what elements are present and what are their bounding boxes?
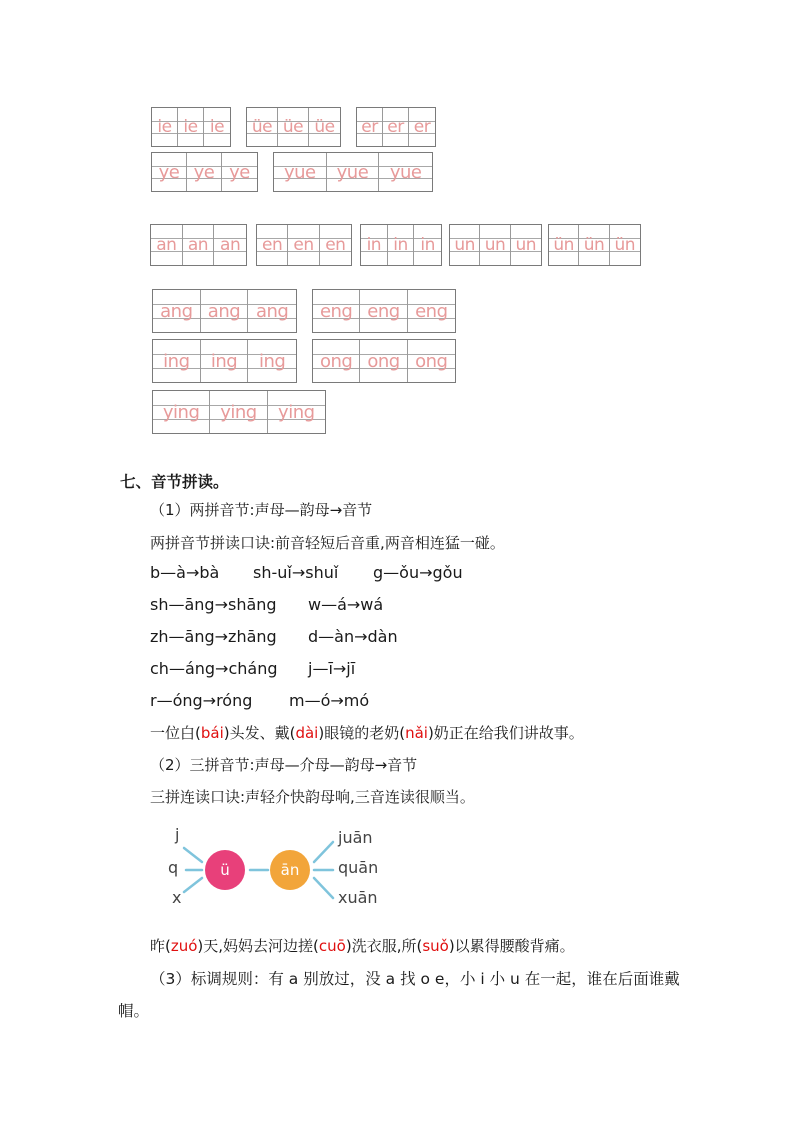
grid-text: er bbox=[361, 117, 378, 137]
sentence-text: )奶正在给我们讲故事。 bbox=[427, 724, 584, 742]
sentence-text: 一位白( bbox=[150, 724, 201, 742]
pinyin-annotation: bái bbox=[200, 724, 224, 742]
grid-text: er bbox=[413, 117, 431, 137]
part1-title: （1）两拼音节:声母—韵母→音节 bbox=[150, 501, 373, 519]
part3-rule: （3）标调规则：有 a 别放过，没 a 找 o e，小 i 小 u 在一起，谁在后面谁戴 bbox=[150, 970, 680, 988]
grid-text: ong bbox=[367, 350, 400, 372]
pinyin-pair: m—ó→mó bbox=[289, 691, 370, 710]
writing-grid-ang bbox=[152, 289, 297, 333]
grid-text: ing bbox=[210, 350, 238, 372]
grid-text: yue bbox=[389, 161, 422, 183]
pinyin-annotation: suǒ bbox=[422, 937, 449, 955]
writing-grid-an bbox=[150, 224, 247, 266]
sentence-text: )天,妈妈去河边搓( bbox=[197, 937, 319, 955]
grid-text: yue bbox=[336, 161, 369, 183]
writing-grid-un bbox=[449, 224, 542, 266]
grid-text: ang bbox=[160, 300, 193, 322]
writing-grid-eng bbox=[312, 289, 456, 333]
part1-rule: 两拼音节拼读口诀:前音轻短后音重,两音相连猛一碰。 bbox=[150, 534, 505, 552]
pinyin-annotation: dài bbox=[295, 724, 319, 742]
initial-letter: j bbox=[175, 825, 180, 844]
part2-rule: 三拼连读口诀:声轻介快韵母响,三音连读很顺当。 bbox=[150, 788, 475, 806]
writing-grid-yue bbox=[273, 152, 433, 192]
pinyin-pair: b—à→bà bbox=[150, 563, 220, 582]
pinyin-annotation: cuō bbox=[318, 937, 346, 955]
grid-text: an bbox=[220, 235, 241, 255]
grid-text: ang bbox=[207, 300, 241, 322]
pinyin-pair: r—óng→róng bbox=[150, 691, 253, 710]
grid-text: ie bbox=[157, 117, 172, 137]
pinyin-pair: j—ī→jī bbox=[308, 659, 356, 678]
writing-grid-ong bbox=[312, 339, 456, 383]
grid-text: üe bbox=[282, 117, 304, 137]
grid-text: in bbox=[366, 235, 382, 255]
pinyin-annotation: zuó bbox=[170, 937, 198, 955]
medial-circle: ü bbox=[205, 850, 245, 890]
grid-text: ün bbox=[614, 235, 636, 255]
writing-grid-ing bbox=[152, 339, 297, 383]
sentence-text: 昨( bbox=[150, 937, 171, 955]
grid-text: an bbox=[187, 235, 209, 255]
grid-text: un bbox=[515, 235, 537, 255]
part2-title: （2）三拼音节:声母—介母—韵母→音节 bbox=[150, 756, 418, 774]
pinyin-pair: g—ǒu→gǒu bbox=[373, 563, 463, 582]
grid-text: yue bbox=[284, 161, 316, 183]
writing-grid-ye bbox=[151, 152, 258, 192]
grid-text: en bbox=[262, 235, 283, 255]
grid-text: ong bbox=[415, 350, 448, 372]
sentence-text: )洗衣服,所( bbox=[345, 937, 423, 955]
pinyin-pair: sh-uǐ→shuǐ bbox=[253, 563, 339, 582]
grid-text: eng bbox=[415, 300, 448, 322]
writing-grid-en bbox=[256, 224, 352, 266]
grid-text: ün bbox=[583, 235, 605, 255]
example-sentence-1 bbox=[150, 722, 584, 743]
writing-grid-ying bbox=[152, 390, 326, 434]
writing-grid-vn bbox=[548, 224, 641, 266]
grid-text: ong bbox=[319, 350, 353, 372]
writing-grid-ie bbox=[151, 107, 231, 147]
pinyin-pair: w—á→wá bbox=[308, 595, 384, 614]
example-sentence-2 bbox=[150, 935, 575, 956]
grid-text: ün bbox=[553, 235, 574, 255]
syllable-result: quān bbox=[338, 858, 379, 877]
pinyin-annotation: nǎi bbox=[405, 724, 428, 742]
sentence-text: )头发、戴( bbox=[223, 724, 296, 742]
syllable-result: juān bbox=[338, 828, 373, 847]
grid-text: eng bbox=[367, 300, 400, 322]
grid-text: un bbox=[454, 235, 475, 255]
grid-text: eng bbox=[319, 300, 353, 322]
grid-text: ie bbox=[209, 117, 225, 137]
pinyin-pair: ch—áng→cháng bbox=[150, 659, 278, 678]
sentence-text: )眼镜的老奶( bbox=[318, 724, 406, 742]
initial-letter: q bbox=[168, 858, 179, 877]
grid-text: ye bbox=[229, 161, 250, 183]
three-pinyin-diagram bbox=[160, 820, 400, 920]
pinyin-pair: d—àn→dàn bbox=[308, 627, 398, 646]
grid-text: un bbox=[484, 235, 506, 255]
final-circle: ān bbox=[270, 850, 310, 890]
writing-grid-er bbox=[356, 107, 436, 147]
grid-text: ying bbox=[278, 401, 315, 423]
grid-text: ying bbox=[162, 401, 200, 423]
grid-text: ang bbox=[255, 300, 289, 322]
syllable-result: xuān bbox=[338, 888, 378, 907]
initial-letter: x bbox=[172, 888, 182, 907]
grid-text: ie bbox=[183, 117, 198, 137]
grid-text: en bbox=[293, 235, 314, 255]
grid-text: in bbox=[420, 235, 435, 255]
grid-text: ing bbox=[258, 350, 286, 372]
grid-text: ye bbox=[193, 161, 215, 183]
writing-grid-in bbox=[360, 224, 442, 266]
grid-text: üe bbox=[314, 117, 335, 137]
grid-text: en bbox=[325, 235, 346, 255]
part3-rule-cont: 帽。 bbox=[118, 1002, 150, 1020]
grid-text: üe bbox=[251, 117, 273, 137]
grid-text: an bbox=[156, 235, 177, 255]
writing-grid-ue bbox=[246, 107, 341, 147]
sentence-text: )以累得腰酸背痛。 bbox=[448, 937, 575, 955]
grid-text: in bbox=[393, 235, 408, 255]
pinyin-pair: sh—āng→shāng bbox=[150, 595, 277, 614]
pinyin-pair: zh—āng→zhāng bbox=[150, 627, 277, 646]
grid-text: ing bbox=[163, 350, 190, 372]
section-heading: 七、音节拼读。 bbox=[120, 473, 229, 491]
grid-text: ye bbox=[158, 161, 180, 183]
grid-text: er bbox=[387, 117, 404, 137]
grid-text: ying bbox=[220, 401, 257, 423]
